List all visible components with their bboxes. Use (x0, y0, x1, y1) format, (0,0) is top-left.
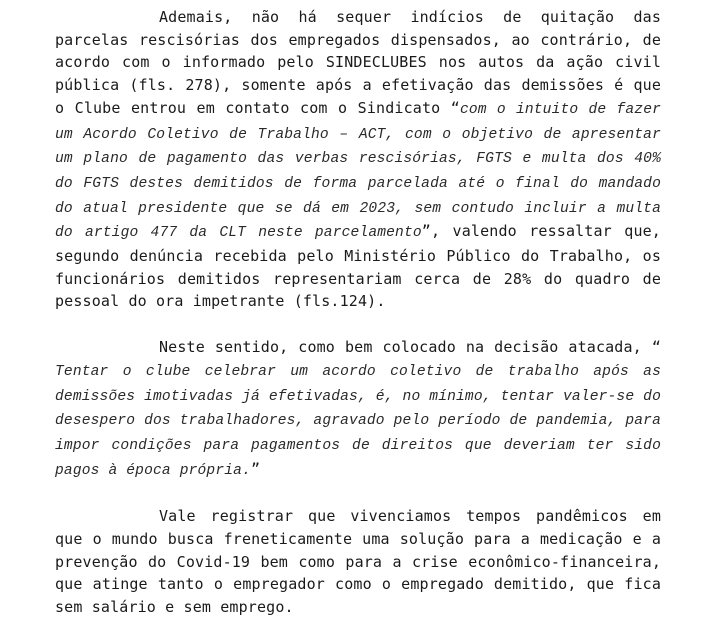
paragraph-quitacao-quote: com o intuito de fazer um Acordo Coletivo de Trabalho – ACT, com o objetivo de apresentar um plano de pagamento das verbas rescisórias, FGTS e multa dos 40% do FGTS destes demitidos de forma parcelada até o final do mandado do atual presidente que se dá em 2023, sem contudo incluir a multa do artigo 477 da CLT neste parcelamento (55, 101, 662, 242)
paragraph-decisao (55, 336, 661, 482)
paragraph-pandemia-text: Vale registrar que vivenciamos tempos pandêmicos em que o mundo busca freneticamente uma solução para a medicação e a prevenção do Covid-19 bem como para a crise econômico-financeira, que atinge tanto o empregador como o empregado demitido, que fica sem salário e sem emprego. (55, 507, 661, 617)
paragraph-decisao-quote: Tentar o clube celebrar um acordo coletivo de trabalho após as demissões imotivadas já efetivadas, é, no mínimo, tentar valer-se do desespero dos trabalhadores, agravado pelo período de pandemia, para impor condições para pagamentos de direitos que deveriam ter sido pagos à época própria. (55, 363, 661, 479)
paragraph-quitacao-tail: ”, valendo ressaltar que, segundo denúncia recebida pelo Ministério Público do Trabalho, os funcionários demitidos representariam cerca de 28% do quadro de pessoal do ora impetrante (fls.124). (55, 222, 661, 311)
document-page (55, 6, 661, 619)
paragraph-pandemia (55, 505, 661, 619)
paragraph-decisao-text: Neste sentido, como bem colocado na decisão atacada, “ (159, 338, 661, 357)
paragraph-quitacao (55, 6, 661, 313)
paragraph-quitacao-text: Ademais, não há sequer indícios de quitação das parcelas rescisórias dos empregados dispensados, ao contrário, de acordo com o informado pelo SINDECLUBES nos autos da ação civil pública (fls. 278), somente após a efetivação das demissões é que o Clube entrou em contato com o Sindicato “ (55, 8, 661, 117)
paragraph-decisao-tail: ” (250, 459, 261, 478)
